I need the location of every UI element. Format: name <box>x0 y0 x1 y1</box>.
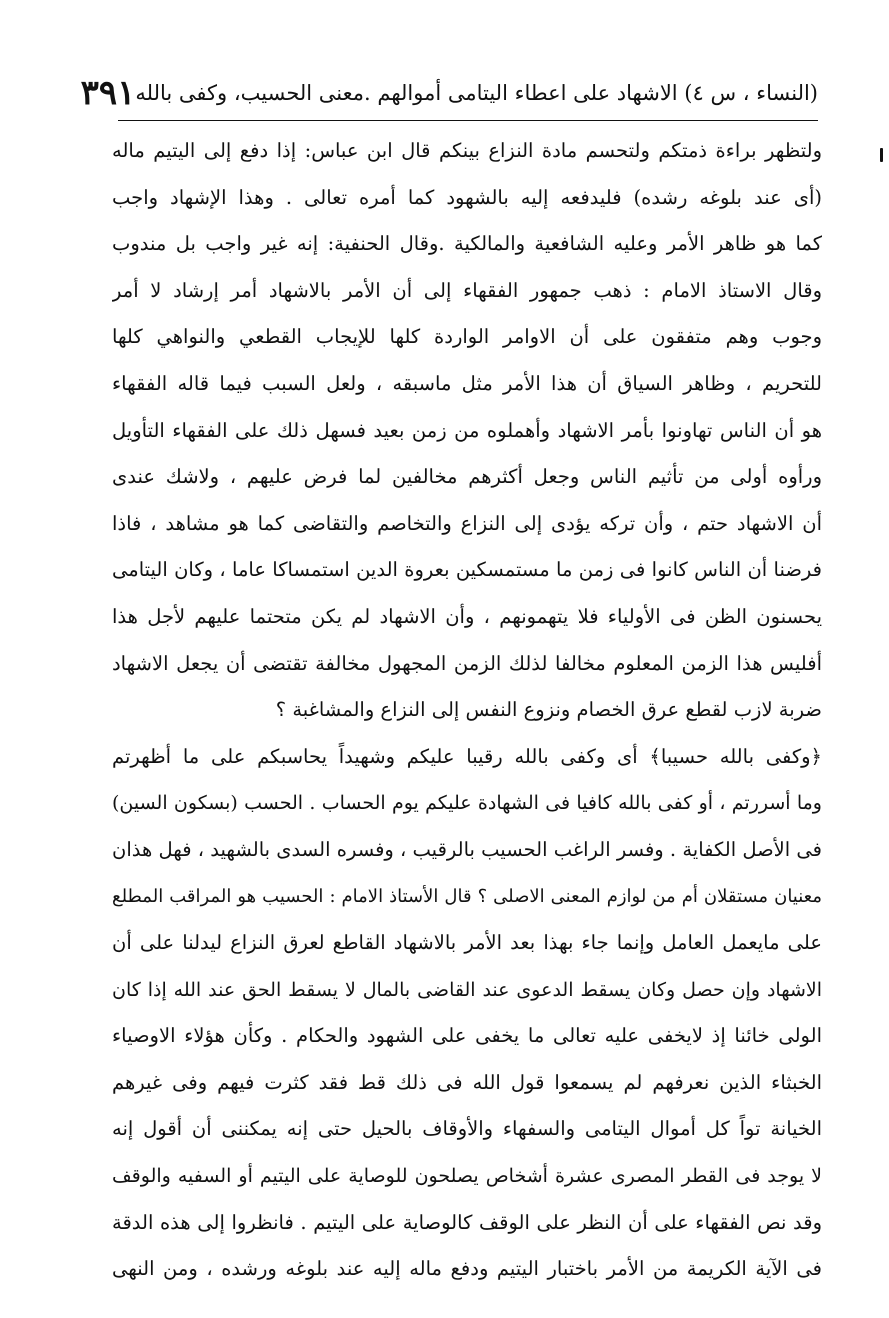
text-line: فى الآية الكريمة من الأمر باختبار اليتيم ودفع ماله إليه عند بلوغه ورشده ، ومن النهى <box>112 1257 822 1281</box>
text-line: أفليس هذا الزمن المعلوم مخالفا لذلك الزمن المجهول مخالفة تقتضى أن يجعل الاشهاد <box>112 651 822 675</box>
page-number: ٣٩١ <box>80 73 136 113</box>
text-line: وما أسررتم ، أو كفى بالله كافيا فى الشهادة عليكم يوم الحساب . الحسب (بسكون السين) <box>112 792 822 815</box>
text-line: يحسنون الظن فى الأولياء فلا يتهمونهم ، وأن الاشهاد لم يكن متحتما عليهم لأجل هذا <box>112 604 822 628</box>
text-line: ﴿وكفى بالله حسيبا﴾ أى وكفى بالله رقيبا عليكم وشهيداً يحاسبكم على ما أظهرتم <box>112 744 822 768</box>
running-title: (النساء ، س ٤) الاشهاد على اعطاء اليتامى أموالهم .معنى الحسيب، وكفى بالله <box>135 81 818 105</box>
text-line: الخيانة تواً كل أموال اليتامى والسفهاء والأوقاف بالحيل حتى إنه يمكننى أن أقول إنه <box>112 1117 822 1141</box>
text-line: الاشهاد وإن حصل وكان يسقط الدعوى عند القاضى بالمال لا يسقط الحق عند الله إذا كان <box>112 978 822 1001</box>
text-line: أن الاشهاد حتم ، وأن تركه يؤدى إلى النزاع والتخاصم والتقاضى كما هو مشاهد ، فاذا <box>112 511 822 535</box>
text-line: على مايعمل العامل وإنما جاء بهذا بعد الأمر بالاشهاد القاطع لعرق النزاع ليدلنا على أن <box>112 931 822 955</box>
text-line: هو أن الناس تهاونوا بأمر الاشهاد وأهملوه من زمن بعيد فسهل ذلك على الفقهاء التأويل <box>112 418 822 442</box>
text-line: ضربة لازب لقطع عرق الخصام ونزوع النفس إلى النزاع والمشاغبة ؟ <box>275 698 822 722</box>
text-line: كما هو ظاهر الأمر وعليه الشافعية والمالكية .وقال الحنفية: إنه غير واجب بل مندوب <box>112 232 822 256</box>
text-line: ورأوه أولى من تأثيم الناس وجعل أكثرهم مخالفين لما فرض عليهم ، ولاشك عندى <box>112 465 822 489</box>
text-line: ولتظهر براءة ذمتكم ولتحسم مادة النزاع بينكم قال ابن عباس: إذا دفع إلى اليتيم ماله <box>112 139 822 162</box>
text-line: الخبثاء الذين نعرفهم لم يسمعوا قول الله فى ذلك قط فقد كثرت فيهم وفى غيرهم <box>112 1070 822 1094</box>
header-rule <box>118 120 818 121</box>
text-line: للتحريم ، وظاهر السياق أن هذا الأمر مثل ماسبقه ، ولعل السبب فيما قاله الفقهاء <box>112 371 822 395</box>
body-text <box>112 128 822 1293</box>
text-line: وقال الاستاذ الامام : ذهب جمهور الفقهاء إلى أن الأمر بالاشهاد أمر إرشاد لا أمر <box>112 278 822 302</box>
text-line: فرضنا أن الناس كانوا فى زمن ما مستمسكين بعروة الدين استمساكا عاما ، وكان اليتامى <box>112 558 822 582</box>
text-line: (أى عند بلوغه رشده) فليدفعه إليه بالشهود كما أمره تعالى . وهذا الإشهاد واجب <box>112 185 822 209</box>
text-line: الولى خائنا إذ لايخفى عليه تعالى ما يخفى على الشهود والحكام . وكأن هؤلاء الاوصياء <box>112 1024 822 1048</box>
text-line: فى الأصل الكفاية . وفسر الراغب الحسيب بالرقيب ، وفسره السدى بالشهيد ، فهل هذان <box>112 837 822 861</box>
page-header <box>80 70 818 116</box>
text-line: وقد نص الفقهاء على أن النظر على الوقف كالوصاية على اليتيم . فانظروا إلى هذه الدقة <box>112 1210 822 1234</box>
edge-mark <box>880 148 883 162</box>
text-line: لا يوجد فى القطر المصرى عشرة أشخاص يصلحون للوصاية على اليتيم أو السفيه والوقف <box>112 1165 822 1188</box>
text-line: وجوب وهم متفقون على أن الاوامر الواردة كلها للإيجاب القطعي والنواهي كلها <box>112 325 822 349</box>
text-line: معنيان مستقلان أم من لوازم المعنى الاصلى ؟ قال الأستاذ الامام : الحسيب هو المراقب المطلع <box>112 885 822 907</box>
